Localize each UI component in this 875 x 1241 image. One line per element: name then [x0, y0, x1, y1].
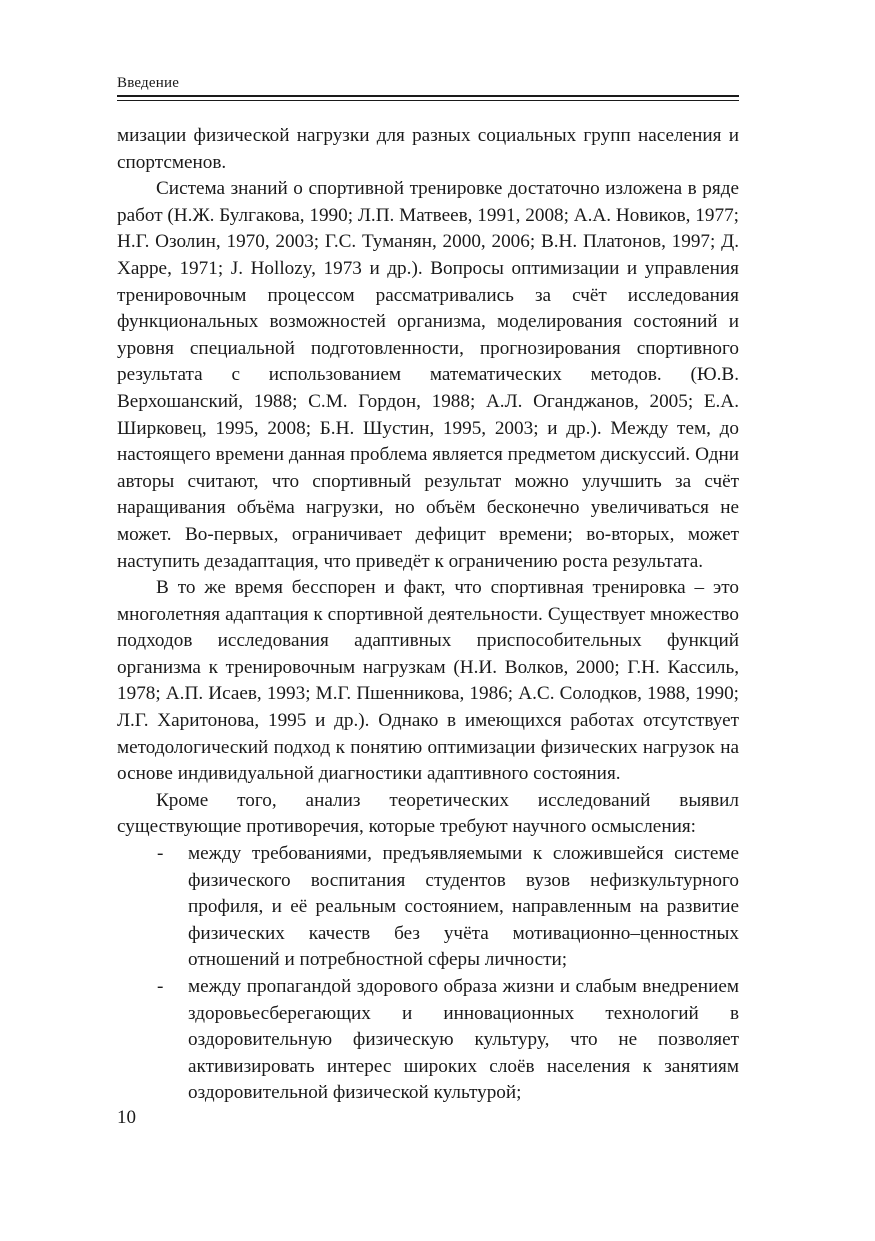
- body-text: [117, 123, 739, 1107]
- running-head-title: Введение: [117, 75, 180, 91]
- paragraph-adaptation: В то же время бесспорен и факт, что спортивная тренировка – это многолетняя адаптация к спортивной деятельности. Существует множество подходов исследования адаптивных приспособительных функций организма к тренировочным нагрузкам (Н.И. Волков, 2000; Г.Н. Кассиль, 1978; А.П. Исаев, 1993; М.Г. Пшенникова, 1986; А.С. Солодков, 1988, 1990; Л.Г. Харитонова, 1995 и др.). Однако в имеющихся работах отсутствует методологический подход к понятию оптимизации физических нагрузок на основе индивидуальной диагностики адаптивного состояния.: [117, 577, 739, 785]
- bullet-dash: -: [157, 843, 164, 865]
- list-item: [117, 974, 739, 1107]
- page-number: 10: [117, 1107, 136, 1128]
- paragraph-training-knowledge: Система знаний о спортивной тренировке достаточно изложена в ряде работ (Н.Ж. Булгакова, 1990; Л.П. Матвеев, 1991, 2008; А.А. Новиков, 1977; Н.Г. Озолин, 1970, 2003; Г.С. Туманян, 2000, 2006; В.Н. Платонов, 1997; Д. Харре, 1971; J. Hollozy, 1973 и др.). Вопросы оптимизации и управления тренировочным процессом рассматривались за счёт исследования функциональных возможностей организма, моделирования состояний и уровня специальной подготовленности, прогнозирования спортивного результата с использованием математических методов. (Ю.В. Верхошанский, 1988; С.М. Гордон, 1988; А.Л. Оганджанов, 2005; Е.А. Ширковец, 1995, 2008; Б.Н. Шустин, 1995, 2003; и др.). Между тем, до настоящего времени данная проблема является предметом дискуссий. Одни авторы считают, что спортивный результат можно улучшить за счёт наращивания объёма нагрузки, но объём бесконечно увеличиваться не может. Во-первых, ограничивает дефицит времени; во-вторых, может наступить дезадаптация, что приведёт к ограничению роста результата.: [117, 178, 739, 572]
- contradictions-list: [117, 841, 739, 1107]
- list-item-text: между требованиями, предъявляемыми к сложившейся системе физического воспитания студентов вузов нефизкультурного профиля, и её реальным состоянием, направленным на развитие физических качеств без учёта мотивационно–ценностных отношений и потребностной сферы личности;: [188, 843, 739, 971]
- continuation-paragraph: мизации физической нагрузки для разных социальных групп населения и спортсменов.: [117, 125, 739, 173]
- list-item-text: между пропагандой здорового образа жизни и слабым внедрением здоровьесберегающих и инновационных технологий в оздоровительную физическую культуру, что не позволяет активизировать интерес широких слоёв населения к занятиям оздоровительной физической культурой;: [188, 976, 739, 1104]
- paragraph-contradictions: Кроме того, анализ теоретических исследований выявил существующие противоречия, которые требуют научного осмысления:: [117, 789, 739, 838]
- header-rule-thin: [117, 100, 739, 101]
- header-rule-thick: [117, 95, 739, 97]
- list-item: [117, 841, 739, 974]
- bullet-dash: -: [157, 976, 164, 997]
